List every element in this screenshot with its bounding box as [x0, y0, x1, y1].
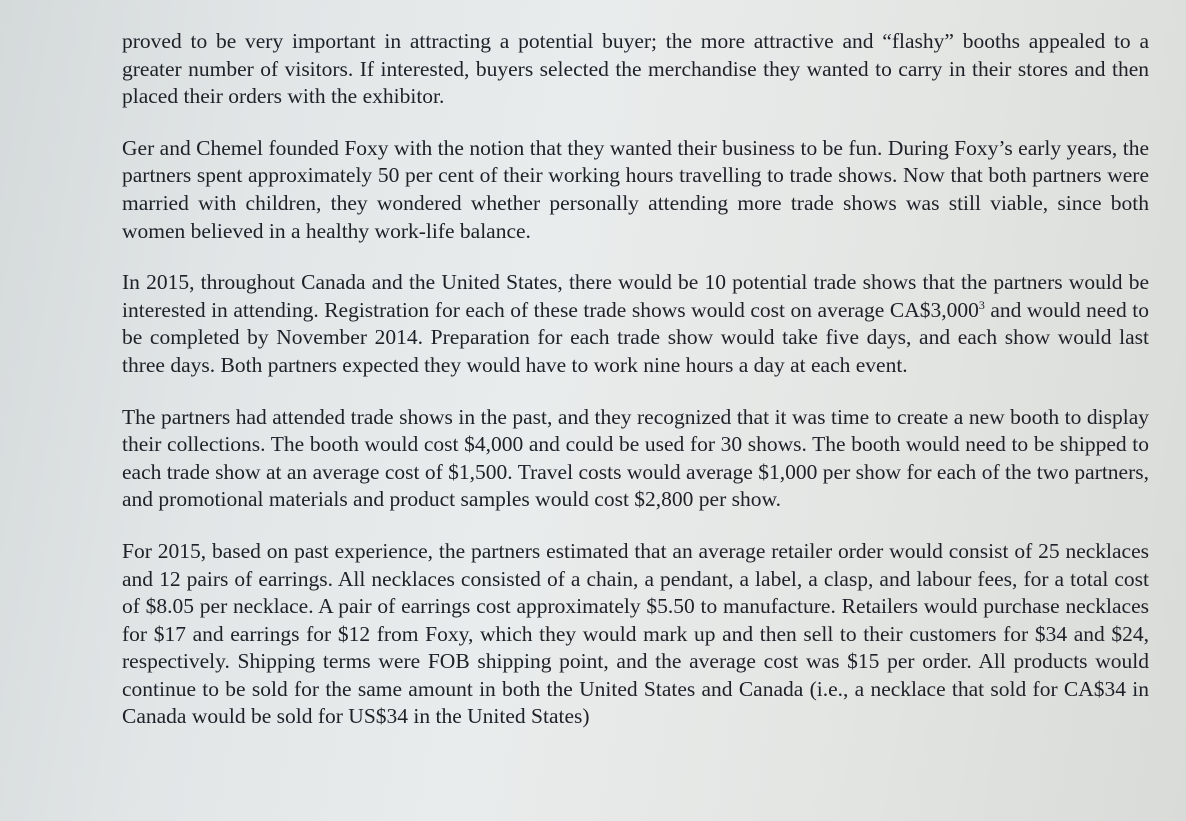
footnote-marker: 3 — [978, 297, 985, 312]
paragraph-booth-appeal: proved to be very important in attracting a potential buyer; the more attractive and “flashy” booths appealed to a greater number of visitors. If interested, buyers selected the merchandise they wanted to carry in their stores and then placed their orders with the exhibitor. — [122, 29, 1149, 109]
paragraph-founders: Ger and Chemel founded Foxy with the notion that they wanted their business to be fun. During Foxy’s early years, the partners spent approximately 50 per cent of their working hours travelling to trade shows. Now that both partners were married with children, they wondered whether personally attending more trade shows was still viable, since both women believed in a healthy work-life balance. — [122, 135, 1149, 243]
document-page — [122, 28, 1149, 731]
paragraph-retailer-orders: For 2015, based on past experience, the partners estimated that an average retailer order would consist of 25 necklaces and 12 pairs of earrings. All necklaces consisted of a chain, a pendant, a label, a clasp, and labour fees, for a total cost of $8.05 per necklace. A pair of earrings cost approximately $5.50 to manufacture. Retailers would purchase necklaces for $17 and earrings for $12 from Foxy, which they would mark up and then sell to their customers for $34 and $24, respectively. Shipping terms were FOB shipping point, and the average cost was $15 per order. All products would continue to be sold for the same amount in both the United States and Canada (i.e., a necklace that sold for CA$34 in Canada would be sold for US$34 in the United States) — [122, 538, 1149, 729]
paragraph-text-part: and would need to be completed by November 2014. Preparation for each trade show would take five days, and each show would last three days. Both partners expected they would have to work nine hours a day at each event. — [122, 297, 1149, 377]
paragraph-booth-costs: The partners had attended trade shows in the past, and they recognized that it was time to create a new booth to display their collections. The booth would cost $4,000 and could be used for 30 shows. The booth would need to be shipped to each trade show at an average cost of $1,500. Travel costs would average $1,000 per show for each of the two partners, and promotional materials and product samples would cost $2,800 per show. — [122, 404, 1149, 512]
paragraph-text-part: In 2015, throughout Canada and the United States, there would be 10 potential trade shows that the partners would be interested in attending. Registration for each of these trade shows would cost on average CA$3,000 — [122, 270, 1149, 322]
paragraph-trade-shows-2015 — [122, 269, 1149, 379]
